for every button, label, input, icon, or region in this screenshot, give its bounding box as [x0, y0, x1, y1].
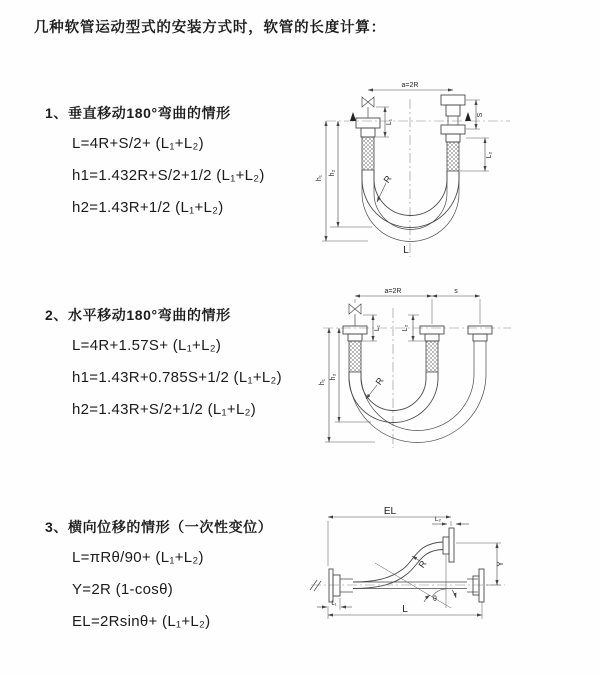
- dim-label-l2: L₂: [402, 324, 409, 332]
- section-vertical-movement: [45, 103, 345, 219]
- formula-line: h1=1.432R+S/2+1/2 (L₁+L₂): [72, 167, 265, 184]
- radius-leader: [366, 385, 377, 399]
- dim-label-y: Y: [496, 561, 505, 567]
- left-flange: [329, 569, 353, 602]
- section-2-heading: 2、水平移动180°弯曲的情形: [45, 307, 231, 323]
- dim-label-l1: L₁: [386, 118, 393, 126]
- dim-label-h1: h₁: [316, 174, 323, 182]
- formula-line: h1=1.43R+0.785S+1/2 (L₁+L₂): [72, 369, 282, 386]
- valve-icon: [362, 97, 374, 118]
- valve-icon: [349, 304, 361, 326]
- hose-displaced-position: [353, 542, 443, 589]
- section-1-formulas: [72, 135, 345, 219]
- dim-label-a2r: a=2R: [384, 288, 402, 295]
- raised-flange: [443, 528, 454, 562]
- section-2-formulas: [72, 337, 345, 421]
- radius-label: R: [373, 375, 386, 387]
- formula-line: Y=2R (1-cosθ): [72, 581, 174, 598]
- hose-u-bend: [349, 352, 486, 443]
- formula-line: L=4R+S/2+ (L₁+L₂): [72, 135, 204, 152]
- formula-line: EL=2Rsinθ+ (L₁+L₂): [72, 613, 211, 630]
- dim-label-l2: L₂: [434, 516, 442, 523]
- middle-pipe-fitting: [420, 326, 444, 372]
- right-pipe-fitting: [468, 326, 492, 352]
- dim-label-h2: h₂: [329, 169, 336, 177]
- left-pipe-fitting: [356, 118, 380, 170]
- section-horizontal-movement: [45, 305, 345, 421]
- angle-construction: [375, 555, 456, 608]
- dim-label-el: EL: [383, 506, 397, 517]
- section-lateral-displacement: [45, 517, 345, 633]
- dim-label-l1: L₁: [374, 324, 381, 332]
- radius-label: R: [381, 173, 394, 185]
- movement-arrow-icon: [465, 112, 471, 121]
- dim-label-h1: h₁: [319, 378, 326, 386]
- diagram-vertical-movement: [310, 75, 580, 260]
- length-label: L: [403, 245, 409, 256]
- dim-label-s: S: [477, 112, 484, 118]
- formula-line: h2=1.43R+S/2+1/2 (L₁+L₂): [72, 401, 257, 418]
- section-1-heading: 1、垂直移动180°弯曲的情形: [45, 105, 231, 121]
- angle-label: θ: [433, 596, 437, 603]
- dim-label-a2r: a=2R: [401, 82, 419, 89]
- right-flange: [467, 569, 484, 602]
- dim-label-l1: L₁: [331, 601, 337, 607]
- document-title: 几种软管运动型式的安装方式时，软管的长度计算：: [34, 20, 386, 36]
- braided-hose-section: [426, 341, 438, 372]
- braided-hose-section: [447, 142, 459, 171]
- left-pipe-fitting: [343, 326, 367, 372]
- formula-line: L=πRθ/90+ (L₁+L₂): [72, 549, 204, 566]
- radius-leader: [377, 183, 386, 202]
- dim-label-s: s: [454, 288, 458, 295]
- diagram-horizontal-movement: [315, 282, 585, 452]
- braided-hose-section: [349, 341, 361, 372]
- section-3-heading: 3、横向位移的情形（一次性变位）: [45, 519, 273, 535]
- formula-line: L=4R+1.57S+ (L₁+L₂): [72, 337, 222, 354]
- movement-arrow-icon: [350, 112, 356, 121]
- right-pipe-fittings: [441, 95, 465, 171]
- diagram-lateral-displacement: [305, 500, 585, 650]
- radius-label: R: [416, 558, 429, 570]
- dim-label-l: L: [402, 604, 408, 615]
- dim-label-h2: h₂: [330, 373, 337, 381]
- braided-hose-section: [362, 137, 374, 170]
- hose-u-bend: [362, 170, 459, 242]
- formula-line: h2=1.43R+1/2 (L₁+L₂): [72, 199, 224, 216]
- dim-label-l2: L₂: [486, 151, 493, 159]
- centerline-break-icon: [310, 580, 321, 591]
